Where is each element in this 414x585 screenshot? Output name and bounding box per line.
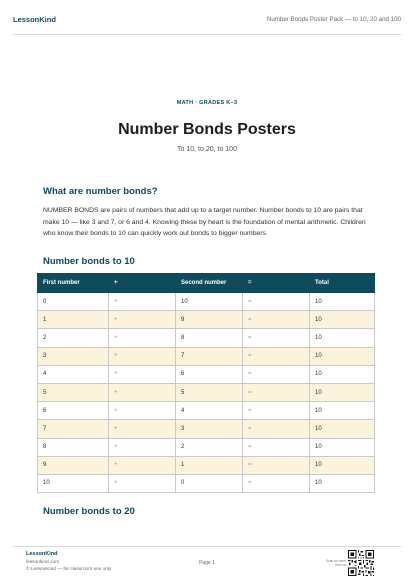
table-row	[38, 438, 375, 456]
cell-plus: +	[109, 329, 176, 347]
cell-equals: =	[243, 311, 310, 329]
cell-equals: =	[243, 383, 310, 401]
cell-equals: =	[243, 293, 310, 311]
cell-equals: =	[243, 420, 310, 438]
cell-plus: +	[109, 365, 176, 383]
document-title: Number Bonds Poster Pack — to 10, 20 and 100	[266, 16, 401, 23]
table-header-row	[38, 274, 375, 293]
subject-eyebrow: MATH · GRADES K–3	[176, 100, 238, 106]
footer-site-link[interactable]: lessonkind.com	[26, 560, 60, 565]
cell-first: 7	[38, 420, 109, 438]
table-row	[38, 329, 375, 347]
cell-equals: =	[243, 402, 310, 420]
table-row	[38, 293, 375, 311]
page-subtitle: To 10, to 20, to 100	[177, 146, 237, 153]
cell-equals: =	[243, 347, 310, 365]
cell-total: 10	[310, 402, 375, 420]
cell-second: 4	[176, 402, 243, 420]
cell-total: 10	[310, 456, 375, 474]
cell-first: 1	[38, 311, 109, 329]
page-title: Number Bonds Posters	[118, 121, 296, 138]
cell-total: 10	[310, 474, 375, 492]
cell-plus: +	[109, 293, 176, 311]
cell-first: 8	[38, 438, 109, 456]
brand-logo-text[interactable]: LessonKind	[13, 15, 56, 24]
cell-second: 0	[176, 474, 243, 492]
cell-first: 2	[38, 329, 109, 347]
cell-first: 9	[38, 456, 109, 474]
top-header	[13, 0, 401, 35]
cell-second: 2	[176, 438, 243, 456]
cell-plus: +	[109, 456, 176, 474]
cell-total: 10	[310, 383, 375, 401]
page-number: Page 1	[199, 560, 215, 566]
col-header-first: First number	[38, 274, 109, 293]
col-header-equals: =	[243, 274, 310, 293]
cell-total: 10	[310, 347, 375, 365]
cell-second: 6	[176, 365, 243, 383]
qr-code-icon[interactable]	[348, 550, 374, 576]
footer-copyright: © LessonKind — for classroom use only	[26, 567, 112, 572]
cell-total: 10	[310, 311, 375, 329]
cell-plus: +	[109, 383, 176, 401]
cell-plus: +	[109, 402, 176, 420]
cell-total: 10	[310, 420, 375, 438]
cell-first: 0	[38, 293, 109, 311]
cell-first: 10	[38, 474, 109, 492]
cell-equals: =	[243, 365, 310, 383]
intro-heading: What are number bonds?	[43, 186, 158, 197]
cell-first: 5	[38, 383, 109, 401]
cell-equals: =	[243, 474, 310, 492]
table-row	[38, 347, 375, 365]
table-row	[38, 420, 375, 438]
table-row	[38, 383, 375, 401]
cell-second: 1	[176, 456, 243, 474]
cell-first: 3	[38, 347, 109, 365]
table-row	[38, 474, 375, 492]
bonds20-heading: Number bonds to 20	[43, 506, 135, 517]
col-header-plus: +	[109, 274, 176, 293]
cell-second: 9	[176, 311, 243, 329]
cell-first: 4	[38, 365, 109, 383]
cell-plus: +	[109, 474, 176, 492]
table-row	[38, 402, 375, 420]
col-header-total: Total	[310, 274, 375, 293]
cell-plus: +	[109, 438, 176, 456]
table-row	[38, 456, 375, 474]
cell-plus: +	[109, 420, 176, 438]
footer-brand: LessonKind	[26, 551, 58, 557]
cell-total: 10	[310, 293, 375, 311]
cell-second: 5	[176, 383, 243, 401]
table-row	[38, 365, 375, 383]
cell-second: 7	[176, 347, 243, 365]
cell-equals: =	[243, 329, 310, 347]
bonds10-table	[37, 273, 375, 493]
cell-plus: +	[109, 347, 176, 365]
cell-equals: =	[243, 456, 310, 474]
cell-plus: +	[109, 311, 176, 329]
cell-second: 10	[176, 293, 243, 311]
cell-second: 8	[176, 329, 243, 347]
intro-paragraph: NUMBER BONDS are pairs of numbers that add up to a target number. Number bonds to 10 are pairs that make 10 — like 3 and 7, or 6 and 4. Knowing these by heart is the foundation of mental arithmetic. Children who know their bonds to 10 can quickly work out bonds to bigger numbers.	[43, 207, 366, 237]
scan-caption: Scan for more from us	[325, 559, 346, 567]
cell-first: 6	[38, 402, 109, 420]
table-row	[38, 311, 375, 329]
col-header-second: Second number	[176, 274, 243, 293]
bonds10-heading: Number bonds to 10	[43, 256, 135, 267]
cell-total: 10	[310, 365, 375, 383]
cell-second: 3	[176, 420, 243, 438]
cell-total: 10	[310, 438, 375, 456]
cell-total: 10	[310, 329, 375, 347]
cell-equals: =	[243, 438, 310, 456]
